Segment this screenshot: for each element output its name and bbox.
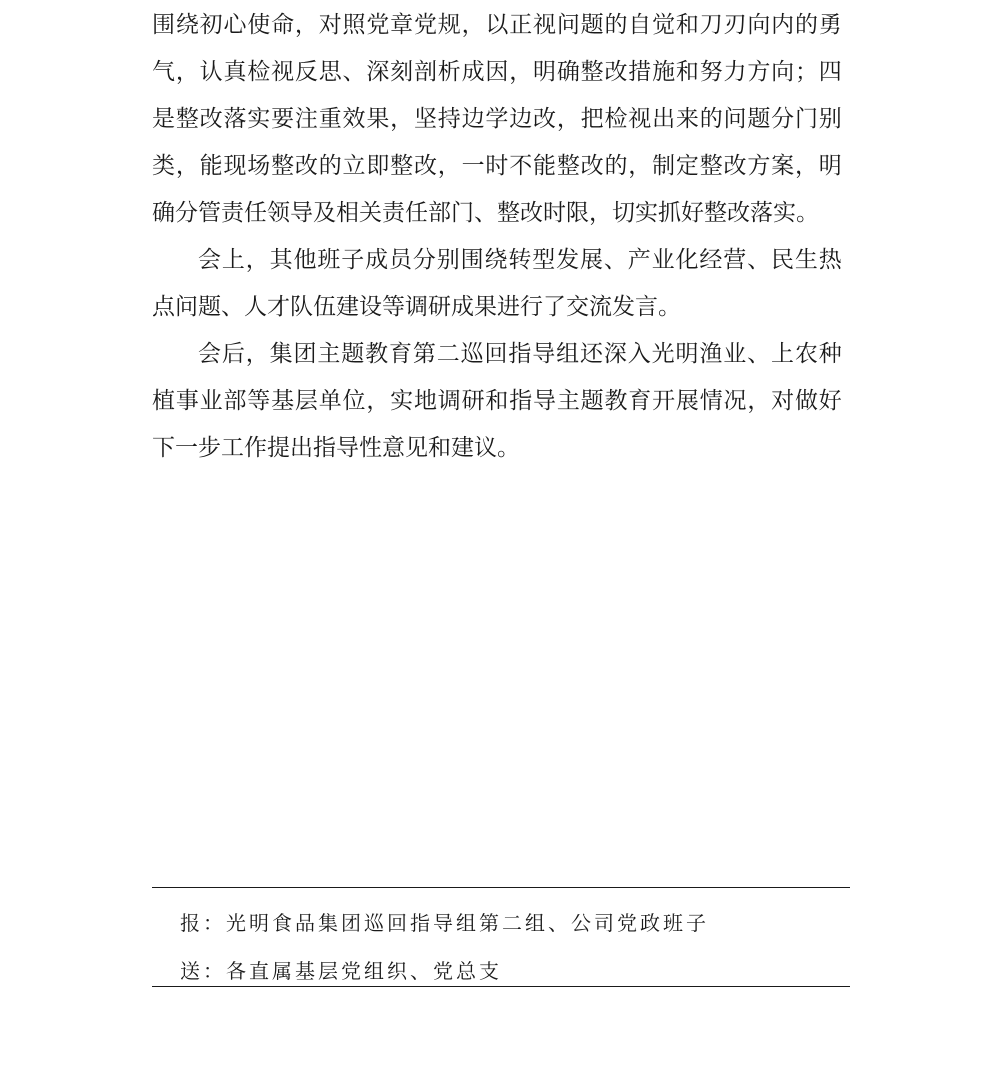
text-line: 类 ， 能 现 场 整 改 的 立 即 整 改 ， 一 时 不 能 整 改 的 ， 制 定 整 改 方 案 ， 明 (152, 153, 842, 179)
report-to-line: 报：光明食品集团巡回指导组第二组、公司党政班子 (180, 911, 709, 935)
distribution-footer (152, 887, 850, 987)
text-line: 气 ， 认 真 检 视 反 思 、 深 刻 剖 析 成 因 ， 明 确 整 改 措 施 和 努 力 方 向 ； 四 (152, 59, 842, 85)
text-line: 点问题、人才队伍建设等调研成果进行了交流发言。 (152, 294, 681, 320)
text-line: 是 整 改 落 实 要 注 重 效 果 ， 坚 持 边 学 边 改 ， 把 检 视 出 来 的 问 题 分 门 别 (152, 106, 842, 132)
text-line: 下一步工作提出指导性意见和建议。 (152, 435, 520, 461)
text-line: 确分管责任领导及相关责任部门、整改时限，切实抓好整改落实。 (152, 200, 819, 226)
text-line: 植 事 业 部 等 基 层 单 位 ， 实 地 调 研 和 指 导 主 题 教 育 开 展 情 况 ， 对 做 好 (152, 388, 842, 414)
footer-top-rule (152, 887, 850, 888)
footer-bottom-rule (152, 986, 850, 987)
send-to-line: 送：各直属基层党组织、党总支 (180, 959, 502, 983)
body-text (152, 2, 842, 472)
paragraph-first-line: 会 上 ， 其 他 班 子 成 员 分 别 围 绕 转 型 发 展 、 产 业 化 经 营 、 民 生 热 (198, 247, 842, 273)
text-line: 围 绕 初 心 使 命 ， 对 照 党 章 党 规 ， 以 正 视 问 题 的 自 觉 和 刀 刃 向 内 的 勇 (152, 12, 842, 38)
paragraph-first-line: 会 后 ， 集 团 主 题 教 育 第 二 巡 回 指 导 组 还 深 入 光 明 渔 业 、 上 农 种 (198, 341, 842, 367)
